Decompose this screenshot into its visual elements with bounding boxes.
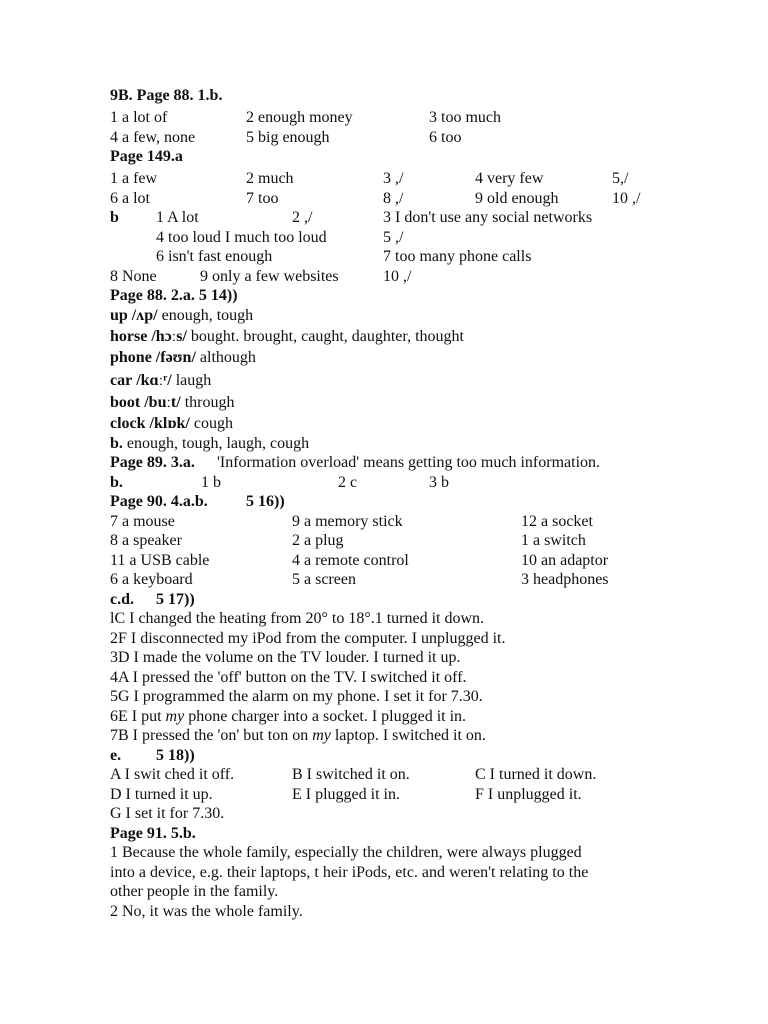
answer: 10 ,/	[612, 189, 641, 207]
sound-words: enough, tough	[157, 306, 254, 324]
heading-page-89-3a: Page 89. 3.a.	[110, 454, 195, 471]
section-heading	[110, 492, 670, 512]
heading-9b: 9B. Page 88. 1.b.	[110, 87, 223, 104]
answer-line	[110, 707, 670, 727]
answer-key-page	[110, 86, 670, 921]
answer: 3 I don't use any social networks	[383, 209, 593, 226]
answer: 7 too many phone calls	[383, 248, 532, 265]
answer: E I plugged it in.	[292, 785, 400, 803]
answer-row	[110, 228, 670, 248]
text: 6E I put	[110, 707, 166, 725]
answer-line: 2F I disconnected my iPod from the computer. I unplugged it.	[110, 629, 506, 647]
heading-e: e.	[110, 746, 122, 764]
part-label-b: b.	[110, 473, 123, 491]
answer: 3 headphones	[521, 571, 609, 588]
part-label-b: b	[110, 209, 119, 226]
answer: 9 old enough	[475, 189, 559, 207]
audio-track: 5 16))	[246, 493, 285, 510]
answer: 1 a few	[110, 170, 158, 187]
answer-row	[110, 128, 670, 148]
answer: 11 a USB cable	[110, 551, 210, 569]
answer-line: G I set it for 7.30.	[110, 805, 225, 822]
answer: enough, tough, laugh, cough	[122, 434, 310, 452]
answer: 4 very few	[475, 170, 544, 187]
answer: 'Information overload' means getting too much information.	[217, 454, 601, 471]
answer-row	[110, 531, 670, 551]
answer-line: 5G I programmed the alarm on my phone. I set it for 7.30.	[110, 688, 483, 705]
answer: 2 much	[246, 170, 294, 187]
answer-row	[110, 551, 670, 571]
answer: B I switched it on.	[292, 766, 410, 783]
audio-track: 5 17))	[156, 590, 195, 608]
sound-words: cough	[189, 414, 233, 432]
heading-page-90-4ab: Page 90. 4.a.b.	[110, 493, 208, 510]
sound-word: phone	[110, 348, 152, 366]
sound-ipa: /kɑːʳ/	[136, 371, 172, 389]
answer: 1 b	[201, 473, 221, 491]
answer: 4 a remote control	[292, 551, 409, 569]
section-heading	[110, 746, 670, 766]
answer-line: other people in the family.	[110, 883, 279, 900]
answer: 9 only a few websites	[200, 267, 339, 285]
answer-line: 3D I made the volume on the TV louder. I turned it up.	[110, 649, 461, 666]
sound-word: boot	[110, 393, 141, 411]
answer: 1 A lot	[156, 209, 199, 226]
section-heading	[110, 590, 670, 610]
answer: 8 None	[110, 267, 157, 285]
answer: 6 a lot	[110, 189, 150, 207]
answer: 10 ,/	[383, 267, 412, 285]
answer: 6 a keyboard	[110, 571, 193, 588]
answer-row	[110, 453, 670, 473]
text: phone charger into a socket. I plugged it in.	[184, 707, 467, 725]
answer: 3 b	[429, 473, 449, 491]
answer: 1 a lot of	[110, 109, 168, 126]
sound-words: through	[180, 393, 235, 411]
emphasis: my	[312, 727, 331, 744]
answer-row	[110, 208, 670, 228]
answer-line: 2 No, it was the whole family.	[110, 902, 303, 920]
sound-words: although	[195, 348, 256, 366]
sound-row-phone	[110, 348, 670, 371]
answer: C I turned it down.	[475, 766, 597, 783]
answer: 5,/	[612, 170, 629, 187]
answer-line: 1 Because the whole family, especially the children, were always plugged	[110, 844, 582, 861]
emphasis: my	[165, 707, 185, 725]
answer: 4 a few, none	[110, 128, 196, 146]
sound-ipa: /hɔːs/	[151, 327, 187, 345]
answer: 8 a speaker	[110, 532, 182, 549]
sound-words: bought. brought, caught, daughter, thought	[186, 327, 464, 345]
answer: D I turned it up.	[110, 785, 213, 803]
answer: 6 isn't fast enough	[156, 248, 273, 265]
answer: F I unplugged it.	[475, 785, 582, 803]
sound-ipa: /fəʊn/	[155, 348, 196, 366]
answer: 7 too	[246, 189, 279, 207]
sound-ipa: /buːt/	[144, 393, 181, 411]
heading-cd: c.d.	[110, 590, 134, 608]
answer: 7 a mouse	[110, 512, 175, 530]
answer: A I swit ched it off.	[110, 766, 235, 783]
answer: 2 ,/	[292, 209, 313, 226]
answer-row	[110, 169, 670, 189]
answer: 5 a screen	[292, 571, 356, 588]
sound-row-up	[110, 306, 670, 327]
answer-line: 4A I pressed the 'off' button on the TV. I switched it off.	[110, 668, 467, 686]
text: laptop. I switched it on.	[330, 727, 486, 744]
sound-word: horse	[110, 327, 148, 345]
heading-page-91-5b: Page 91. 5.b.	[110, 824, 196, 842]
answer: 2 c	[338, 473, 358, 491]
answer: 3 ,/	[383, 170, 404, 187]
sound-ipa: /ʌp/	[131, 306, 158, 324]
heading-page-88-2a: Page 88. 2.a. 5 14))	[110, 287, 238, 304]
sound-word: up	[110, 306, 128, 324]
sound-words: laugh	[171, 371, 212, 389]
answer-row	[110, 570, 670, 590]
answer: 9 a memory stick	[292, 512, 403, 530]
answer: 2 enough money	[246, 109, 353, 126]
answer-line	[110, 726, 670, 746]
text: 7B I pressed the 'on' but ton on	[110, 727, 313, 744]
answer: 4 too loud I much too loud	[156, 228, 327, 246]
answer-row	[110, 512, 670, 532]
answer-row	[110, 108, 670, 128]
answer: 3 too much	[429, 109, 501, 126]
answer: 6 too	[429, 128, 462, 146]
sound-word: clock	[110, 414, 146, 432]
section-heading	[110, 286, 670, 306]
answer: 5 ,/	[383, 228, 404, 246]
section-heading	[110, 86, 670, 108]
answer: 10 an adaptor	[521, 551, 609, 569]
answer: 5 big enough	[246, 128, 330, 146]
answer: 1 a switch	[521, 532, 586, 549]
answer: 12 a socket	[521, 512, 593, 530]
sound-row-car	[110, 371, 670, 393]
answer: 2 a plug	[292, 532, 344, 549]
sound-row-clock	[110, 414, 670, 434]
answer-row	[110, 267, 670, 287]
sound-row-boot	[110, 393, 670, 414]
section-heading	[110, 147, 670, 169]
answer-row	[110, 189, 670, 209]
answer: 8 ,/	[383, 189, 404, 207]
answer-line: into a device, e.g. their laptops, t heir iPods, etc. and weren't relating to the	[110, 863, 589, 881]
sound-word: car	[110, 371, 133, 389]
answer-row	[110, 785, 670, 805]
answer-row	[110, 247, 670, 267]
part-label-b: b.	[110, 434, 123, 452]
answer-row	[110, 765, 670, 785]
sound-ipa: /klɒk/	[149, 414, 190, 432]
sound-row-horse	[110, 327, 670, 348]
part-b-row	[110, 434, 670, 454]
answer-row	[110, 473, 670, 493]
audio-track: 5 18))	[156, 746, 195, 764]
heading-page-149a: Page 149.a	[110, 148, 183, 165]
answer-line: lC I changed the heating from 20° to 18°.1 turned it down.	[110, 610, 485, 627]
